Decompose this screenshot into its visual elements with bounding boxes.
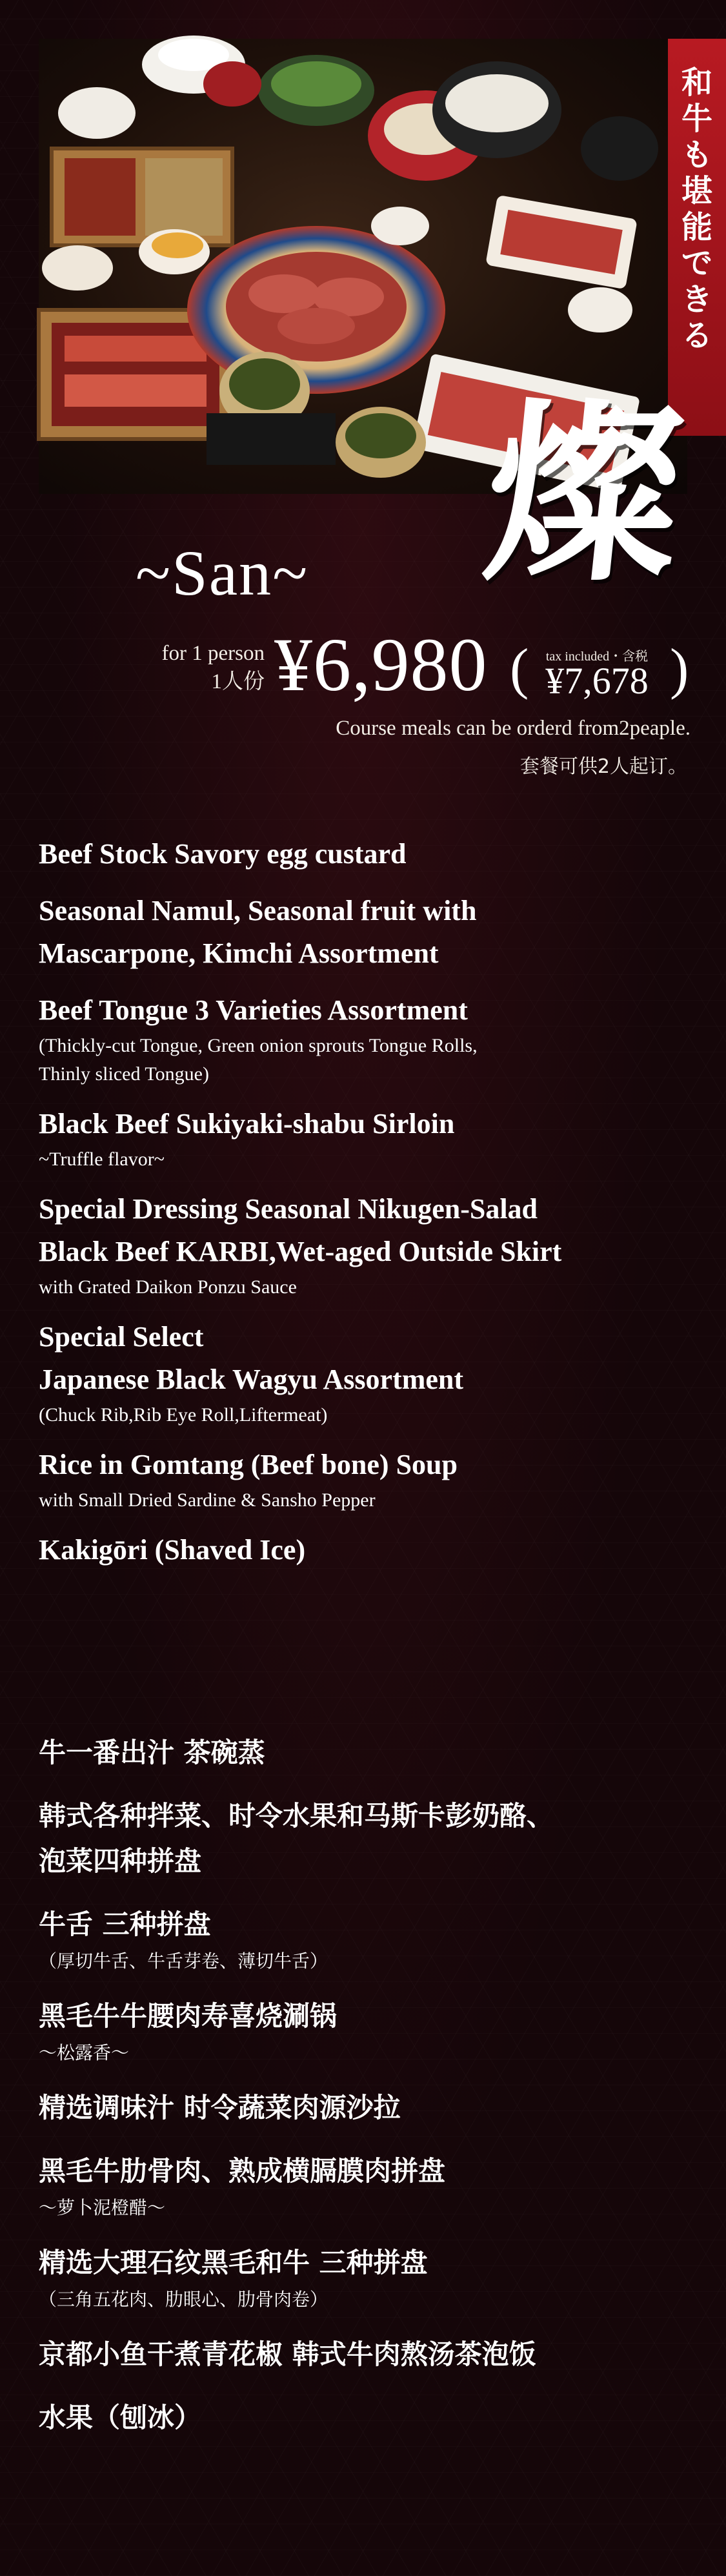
menu-cn-item <box>39 1730 703 1775</box>
menu-cn-item-title: 水果（刨冰） <box>39 2402 202 2433</box>
menu-en-item-title: Special Select <box>39 1321 204 1353</box>
menu-cn-item <box>39 2240 703 2314</box>
banner-char: 和 <box>681 65 712 101</box>
menu-cn-item-note: ～松露香～ <box>39 2042 130 2063</box>
menu-en-item-title: Black Beef Sukiyaki-shabu Sirloin <box>39 1108 455 1140</box>
course-name: ~San~ <box>136 537 309 609</box>
menu-en-item-note: (Chuck Rib,Rib Eye Roll,Liftermeat) <box>39 1404 328 1426</box>
menu-en-item-title: Japanese Black Wagyu Assortment <box>39 1364 464 1395</box>
order-note-cn: 套餐可供2人起订。 <box>519 755 687 778</box>
menu-en-item-title: Special Dressing Seasonal Nikugen-Salad <box>39 1193 538 1225</box>
menu-en-item <box>39 1188 703 1302</box>
menu-cn-item-note: ～萝卜泥橙醋～ <box>39 2197 166 2218</box>
menu-en-item <box>39 989 703 1089</box>
menu-en-item <box>39 890 703 975</box>
menu-cn-item-title: 韩式各种拌菜、时令水果和马斯卡彭奶酪、 <box>39 1800 554 1832</box>
menu-cn-item-title: 牛一番出汁 茶碗蒸 <box>39 1737 265 1768</box>
menu-en-item <box>39 1444 703 1515</box>
menu-cn-item <box>39 2395 703 2440</box>
per-person-en: for 1 person <box>161 642 265 665</box>
menu-cn-item <box>39 1994 703 2067</box>
menu-en-item-title: Beef Stock Savory egg custard <box>39 838 407 870</box>
paren-close: ) <box>670 638 689 700</box>
menu-cn-item <box>39 1902 703 1976</box>
banner-char: も <box>681 137 712 173</box>
per-person-label <box>123 639 265 696</box>
banner-char: 牛 <box>681 101 712 137</box>
banner-char: る <box>681 318 712 354</box>
menu-cn-item-title: 京都小鱼干煮青花椒 韩式牛肉熬汤茶泡饭 <box>39 2338 536 2370</box>
menu-en-item-note: (Thickly-cut Tongue, Green onion sprouts Tongue Rolls, <box>39 1035 478 1056</box>
menu-cn-item-title: 泡菜四种拼盘 <box>39 1845 202 1877</box>
order-note-en: Course meals can be orderd from2peaple. <box>336 717 691 740</box>
menu-cn-item <box>39 2332 703 2377</box>
menu-cn-item-title: 牛舌 三种拼盘 <box>39 1908 211 1940</box>
menu-en-item <box>39 1316 703 1429</box>
wagyu-banner <box>668 39 726 436</box>
menu-en-item-title: Rice in Gomtang (Beef bone) Soup <box>39 1449 458 1480</box>
banner-char: で <box>681 245 712 281</box>
menu-en-item-note: Thinly sliced Tongue) <box>39 1063 209 1085</box>
banner-char: き <box>681 281 712 318</box>
menu-en-item-title: Seasonal Namul, Seasonal fruit with <box>39 895 477 926</box>
price-tax-included: ¥7,678 <box>545 660 649 702</box>
banner-char: 能 <box>681 209 712 245</box>
menu-en-item-note: with Small Dried Sardine & Sansho Pepper <box>39 1489 376 1511</box>
menu-cn-item-title: 精选大理石纹黑毛和牛 三种拼盘 <box>39 2247 428 2278</box>
course-kanji: 燦 <box>475 380 693 608</box>
menu-cn-item-title: 黑毛牛牛腰肉寿喜烧涮锅 <box>39 2000 338 2032</box>
menu-en-item <box>39 1529 703 1571</box>
menu-en-item <box>39 1103 703 1174</box>
menu-cn-item-title: 精选调味汁 时令蔬菜肉源沙拉 <box>39 2092 401 2123</box>
menu-chinese <box>39 1730 703 2458</box>
price-main: ¥6,980 <box>274 622 488 707</box>
per-person-cn: 1人份 <box>211 670 265 693</box>
menu-cn-item <box>39 2085 703 2131</box>
paren-open: ( <box>510 638 529 700</box>
menu-en-item-title: Beef Tongue 3 Varieties Assortment <box>39 994 468 1026</box>
banner-char: 堪 <box>681 173 712 209</box>
menu-en-item-note: with Grated Daikon Ponzu Sauce <box>39 1276 297 1298</box>
menu-en-item-title: Mascarpone, Kimchi Assortment <box>39 937 439 969</box>
menu-cn-item <box>39 1794 703 1884</box>
menu-cn-item <box>39 2149 703 2222</box>
menu-en-item-title: Black Beef KARBI,Wet-aged Outside Skirt <box>39 1236 562 1267</box>
menu-en-item-note: ~Truffle flavor~ <box>39 1149 165 1170</box>
menu-cn-item-title: 黑毛牛肋骨肉、熟成横膈膜肉拼盘 <box>39 2155 446 2187</box>
tax-note: tax included・含税 <box>545 649 649 664</box>
menu-en-item-title: Kakigōri (Shaved Ice) <box>39 1534 306 1566</box>
menu-cn-item-note: （三角五花肉、肋眼心、肋骨肉卷） <box>39 2289 328 2310</box>
menu-en-item <box>39 833 703 875</box>
menu-english <box>39 833 703 1586</box>
menu-cn-item-note: （厚切牛舌、牛舌芽卷、薄切牛舌） <box>39 1950 328 1972</box>
